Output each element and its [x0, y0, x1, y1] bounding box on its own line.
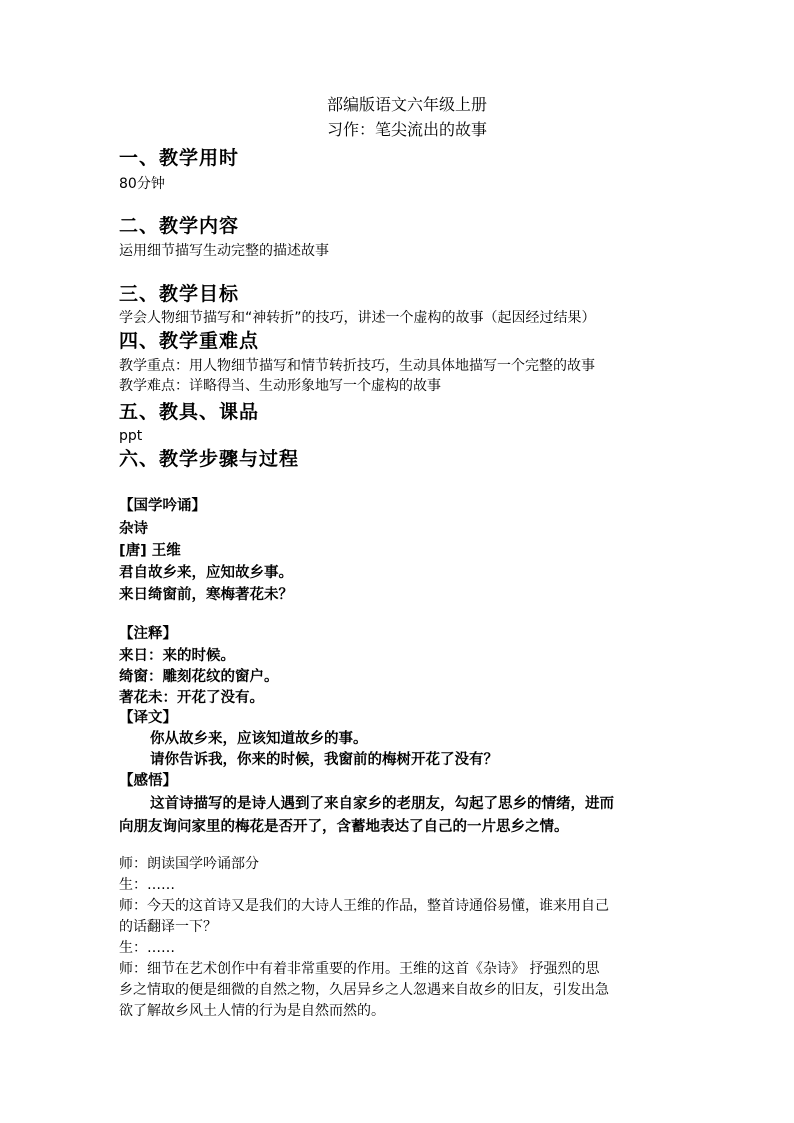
- poem-line-1: 君自故乡来，应知故乡事。: [119, 565, 293, 581]
- section-body-key-point: 教学重点：用人物细节描写和情节转折技巧，生动具体地描写一个完整的故事: [119, 358, 595, 374]
- translation-label: 【译文】: [119, 710, 177, 726]
- section-heading-time: 一、教学用时: [119, 147, 240, 169]
- notes-label: 【注释】: [119, 626, 177, 642]
- poem-section-label: 【国学吟诵】: [119, 498, 206, 514]
- dialogue-line-1: 师：朗读国学吟诵部分: [119, 856, 259, 872]
- document-subtitle: 习作：笔尖流出的故事: [326, 120, 487, 139]
- dialogue-line-5a: 师：细节在艺术创作中有着非常重要的作用。王维的这首《杂诗》 抒强烈的思: [119, 961, 600, 977]
- note-item-2: 绮窗：雕刻花纹的窗户。: [119, 669, 279, 685]
- insight-line-1: 这首诗描写的是诗人遇到了来自家乡的老朋友，勾起了思乡的情绪，进而: [150, 796, 614, 812]
- section-heading-content: 二、教学内容: [119, 215, 240, 237]
- dialogue-line-3b: 的话翻译一下？: [119, 919, 217, 935]
- dialogue-line-2: 生：……: [119, 877, 175, 893]
- section-body-difficulty: 教学难点：详略得当、生动形象地写一个虚构的故事: [119, 378, 441, 394]
- section-body-tools: ppt: [119, 428, 143, 444]
- section-body-time: 80分钟: [119, 176, 165, 192]
- section-body-goals: 学会人物细节描写和“神转折”的技巧，讲述一个虚构的故事（起因经过结果）: [119, 310, 596, 326]
- poem-line-2: 来日绮窗前，寒梅著花未？: [119, 587, 293, 603]
- dialogue-line-4: 生：……: [119, 940, 175, 956]
- translation-line-1: 你从故乡来，应该知道故乡的事。: [150, 731, 368, 747]
- dialogue-line-3a: 师：今天的这首诗又是我们的大诗人王维的作品，整首诗通俗易懂，谁来用自己: [119, 898, 609, 914]
- dialogue-line-5b: 乡之情取的便是细微的自然之物，久居异乡之人忽遇来自故乡的旧友，引发出急: [119, 982, 609, 998]
- note-item-3: 著花未：开花了没有。: [119, 690, 264, 706]
- dialogue-line-5c: 欲了解故乡风土人情的行为是自然而然的。: [119, 1003, 385, 1019]
- section-heading-steps: 六、教学步骤与过程: [119, 448, 300, 470]
- section-heading-key-points: 四、教学重难点: [119, 330, 260, 352]
- insight-label: 【感悟】: [119, 773, 177, 789]
- translation-line-2: 请你告诉我，你来的时候，我窗前的梅树开花了没有？: [150, 752, 498, 768]
- insight-line-2: 向朋友询问家里的梅花是否开了，含蓄地表达了自己的一片思乡之情。: [119, 819, 569, 835]
- section-body-content: 运用细节描写生动完整的描述故事: [119, 243, 329, 259]
- document-title: 部编版语文六年级上册: [326, 95, 487, 114]
- section-heading-tools: 五、教具、课品: [119, 401, 260, 423]
- section-heading-goals: 三、教学目标: [119, 283, 240, 305]
- poem-author: [唐] 王维: [119, 543, 181, 559]
- note-item-1: 来日：来的时候。: [119, 648, 235, 664]
- poem-title: 杂诗: [119, 521, 148, 537]
